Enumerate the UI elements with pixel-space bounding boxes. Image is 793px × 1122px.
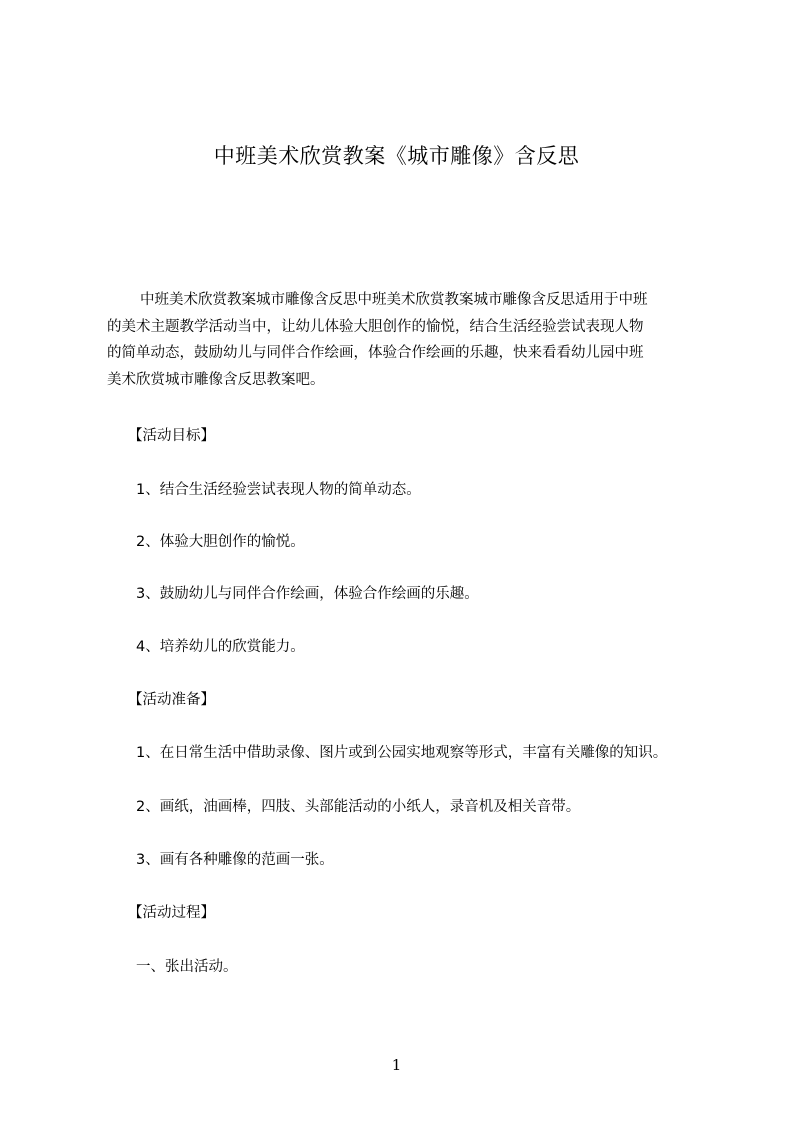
preparation-heading: 【活动准备】 [128,692,215,708]
goal-item-3: 3、鼓励幼儿与同伴合作绘画，体验合作绘画的乐趣。 [136,586,479,602]
goal-item-1: 1、结合生活经验尝试表现人物的简单动态。 [136,482,421,498]
goal-item-4: 4、培养幼儿的欣赏能力。 [136,639,305,655]
intro-paragraph-line-1: 中班美术欣赏教案城市雕像含反思中班美术欣赏教案城市雕像含反思适用于中班 [140,292,648,308]
page-number: 1 [391,1056,402,1074]
goals-heading: 【活动目标】 [128,428,215,444]
intro-paragraph-line-3: 的简单动态，鼓励幼儿与同伴合作绘画，体验合作绘画的乐趣，快来看看幼儿园中班 [107,345,644,361]
preparation-item-1: 1、在日常生活中借助录像、图片或到公园实地观察等形式，丰富有关雕像的知识。 [136,745,668,761]
process-step-1: 一、张出活动。 [136,959,238,975]
intro-paragraph-line-2: 的美术主题教学活动当中，让幼儿体验大胆创作的愉悦，结合生活经验尝试表现人物 [107,319,644,335]
preparation-item-3: 3、画有各种雕像的范画一张。 [136,852,334,868]
goal-item-2: 2、体验大胆创作的愉悦。 [136,534,305,550]
preparation-item-2: 2、画纸，油画棒，四肢、头部能活动的小纸人，录音机及相关音带。 [136,799,581,815]
process-heading: 【活动过程】 [128,905,215,921]
intro-paragraph-line-4: 美术欣赏城市雕像含反思教案吧。 [107,372,325,388]
document-title: 中班美术欣赏教案《城市雕像》含反思 [213,144,580,168]
